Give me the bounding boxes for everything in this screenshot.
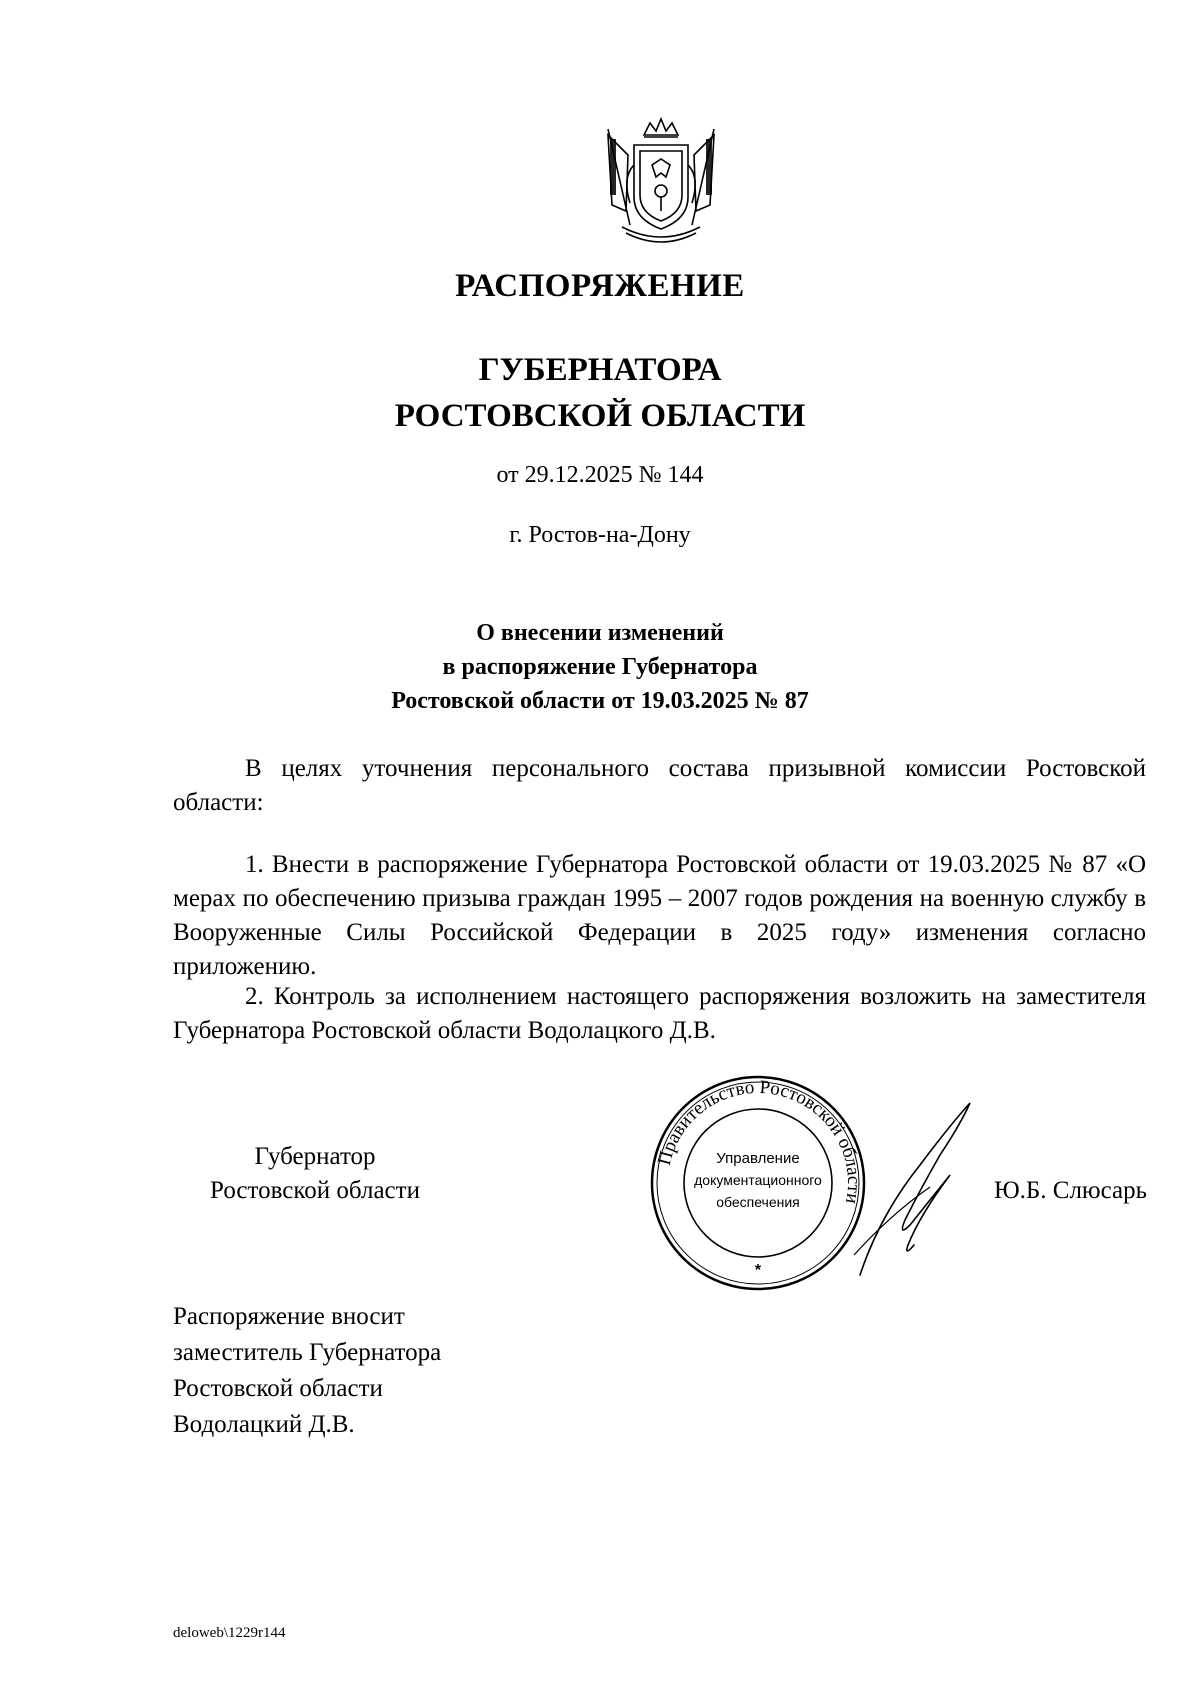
introducer-line-1: Распоряжение вносит bbox=[173, 1303, 405, 1330]
signatory-position bbox=[170, 1140, 460, 1208]
introducer-line-2: заместитель Губернатора bbox=[173, 1339, 442, 1366]
seal-inner-line-1: Управление bbox=[716, 1150, 800, 1167]
issuing-authority-title bbox=[0, 347, 1200, 439]
seal-star: * bbox=[754, 1262, 762, 1279]
subject-line-3: Ростовской области от 19.03.2025 № 87 bbox=[391, 688, 809, 714]
subject-line-2: в распоряжение Губернатора bbox=[442, 654, 758, 680]
seal-inner-line-3: обеспечения bbox=[716, 1194, 800, 1210]
authority-line-1: ГУБЕРНАТОРА bbox=[478, 352, 722, 388]
introduced-by-block bbox=[173, 1299, 441, 1443]
position-line-2: Ростовской области bbox=[210, 1177, 420, 1204]
seal-inner-line-2: документационного bbox=[694, 1172, 822, 1188]
handwritten-signature bbox=[850, 1095, 980, 1285]
document-date-number: от 29.12.2025 № 144 bbox=[496, 462, 704, 488]
document-file-code: deloweb\1229r144 bbox=[173, 1625, 286, 1641]
authority-line-2: РОСТОВСКОЙ ОБЛАСТИ bbox=[394, 398, 806, 434]
document-type-title: РАСПОРЯЖЕНИЕ bbox=[455, 268, 745, 304]
official-seal bbox=[648, 1073, 868, 1293]
coat-of-arms-icon bbox=[600, 115, 722, 245]
introducer-line-4: Водолацкий Д.В. bbox=[173, 1411, 355, 1438]
subject-line-1: О внесении изменений bbox=[476, 620, 724, 646]
item-1-paragraph: 1. Внести в распоряжение Губернатора Ростовской области от 19.03.2025 № 87 «О мерах по обеспечению призыва граждан 1995 – 2007 годов рождения на военную службу в Вооруженные Силы Российской Федерации в 2025 году» изменения согласно приложению. bbox=[173, 851, 1146, 980]
item-2-paragraph: 2. Контроль за исполнением настоящего распоряжения возложить на заместителя Губернатора Ростовской области Водолацкого Д.В. bbox=[173, 983, 1146, 1044]
position-line-1: Губернатор bbox=[254, 1143, 376, 1170]
preamble-paragraph: В целях уточнения персонального состава призывной комиссии Ростовской области: bbox=[173, 755, 1146, 816]
document-city: г. Ростов-на-Дону bbox=[509, 522, 691, 548]
document-subject bbox=[0, 616, 1200, 718]
signatory-name: Ю.Б. Слюсарь bbox=[993, 1177, 1147, 1204]
introducer-line-3: Ростовской области bbox=[173, 1375, 383, 1402]
seal-ring-text-path: Правительство Ростовской области bbox=[653, 1076, 865, 1206]
